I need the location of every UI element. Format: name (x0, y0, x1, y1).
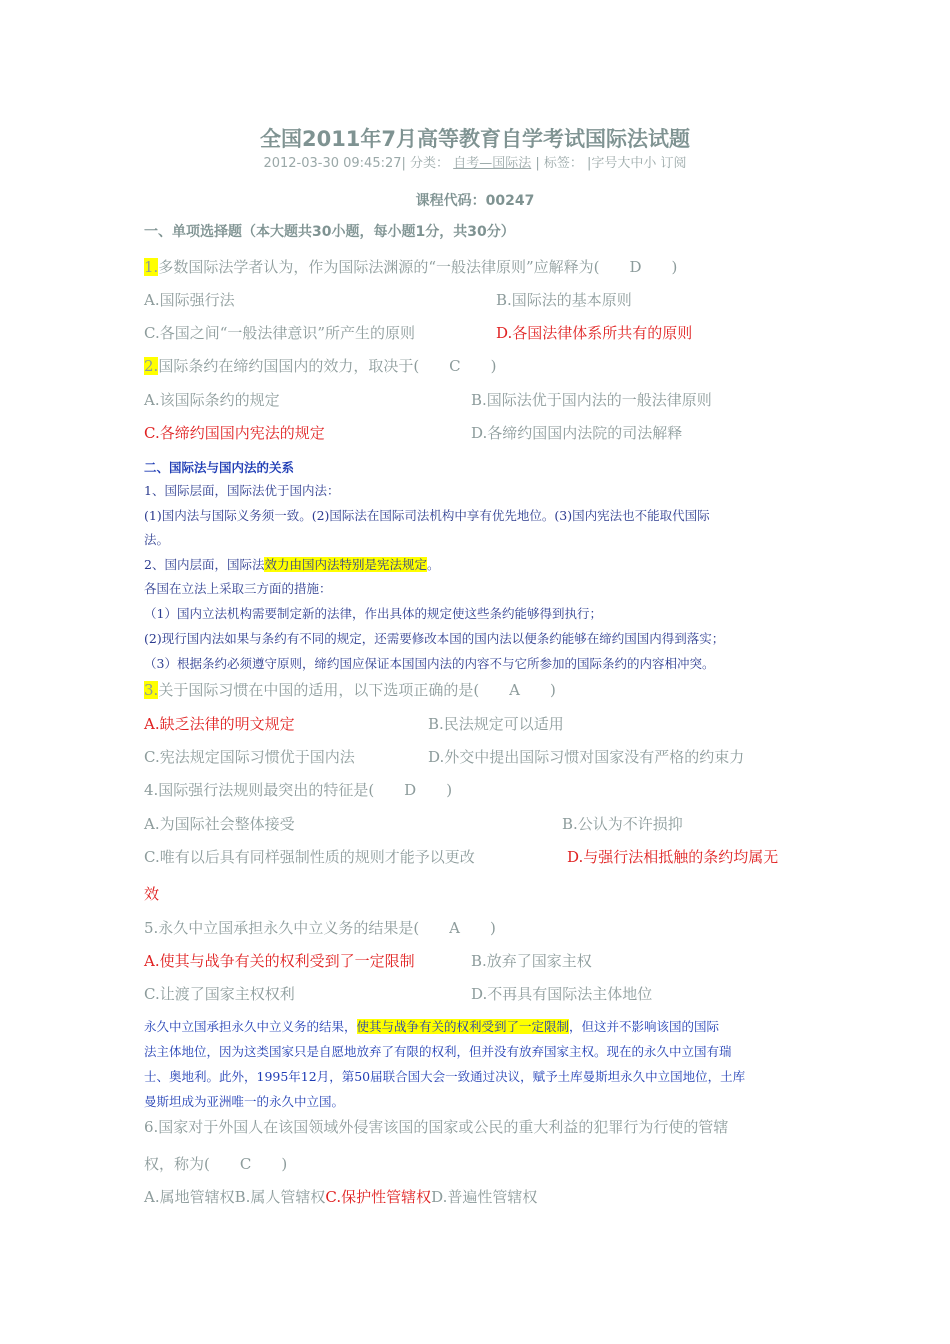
question-number: 2. (144, 357, 159, 375)
question-text: 国际条约在缔约国国内的效力，取决于( C ) (158, 357, 497, 375)
question-2 (144, 356, 497, 376)
option-b: B.国际法优于国内法的一般法律原则 (471, 391, 712, 409)
option-d: D.外交中提出国际习惯对国家没有严格的约束力 (428, 748, 745, 766)
question-6-cont: 权，称为( C ) (144, 1155, 288, 1173)
question-number: 1. (144, 258, 159, 276)
option-d-answer-cont: 效 (144, 885, 160, 903)
note-text: 2、国内层面，国际法 (144, 557, 265, 572)
option-b: B.民法规定可以适用 (428, 715, 564, 733)
post-meta (0, 152, 950, 171)
font-size-control[interactable]: |字号大中小 (587, 156, 657, 171)
course-code: 课程代码：00247 (415, 193, 535, 209)
highlighted-text: 效力由国内法特别是宪法规定 (264, 557, 427, 572)
question-6: 6.国家对于外国人在该国领域外侵害该国的国家或公民的重大利益的犯罪行为行使的管辖 (144, 1118, 729, 1136)
subscribe-link[interactable]: 订阅 (660, 156, 687, 171)
option-c: C.让渡了国家主权权利 (144, 985, 295, 1003)
option-d-answer: D.与强行法相抵触的条约均属无 (567, 848, 779, 866)
options-row (144, 1187, 537, 1207)
option-c: C.各国之间“一般法律意识”所产生的原则 (144, 324, 416, 342)
option-a: A.国际强行法 (144, 291, 235, 309)
option-b: B.属人管辖权 (234, 1188, 326, 1206)
section-heading: 一、单项选择题（本大题共30小题，每小题1分，共30分） (144, 224, 515, 240)
option-c: C.唯有以后具有同样强制性质的规则才能予以更改 (144, 848, 475, 866)
option-d: D.不再具有国际法主体地位 (471, 985, 653, 1003)
note-line: 士、奥地利。此外，1995年12月，第50届联合国大会一致通过决议，赋予土库曼斯坦永久中立国地位，土库 (144, 1069, 746, 1084)
note-text: 永久中立国承担永久中立义务的结果， (144, 1019, 357, 1034)
category-link[interactable]: 自考—国际法 (453, 156, 532, 171)
option-a: A.属地管辖权 (144, 1188, 235, 1206)
note-line: 法主体地位，因为这类国家只是自愿地放弃了有限的权利，但并没有放弃国家主权。现在的永久中立国有瑞 (144, 1044, 732, 1059)
question-number: 3. (144, 681, 159, 699)
option-a-answer: A.使其与战争有关的权利受到了一定限制 (144, 952, 415, 970)
option-b: B.国际法的基本原则 (496, 291, 632, 309)
option-a: A.该国际条约的规定 (144, 391, 280, 409)
option-a: A.为国际社会整体接受 (144, 815, 295, 833)
option-b: B.公认为不许损抑 (562, 815, 683, 833)
option-d: D.各缔约国国内法院的司法解释 (471, 424, 683, 442)
notes-heading: 二、国际法与国内法的关系 (144, 460, 295, 475)
question-1 (144, 257, 677, 277)
note-line: 1、国际层面，国际法优于国内法： (144, 483, 340, 498)
option-d: D.普遍性管辖权 (431, 1188, 538, 1206)
question-text: 关于国际习惯在中国的适用，以下选项正确的是( A ) (158, 681, 556, 699)
option-b: B.放弃了国家主权 (471, 952, 592, 970)
note-line: (2)现行国内法如果与条约有不同的规定，还需要修改本国的国内法以便条约能够在缔约国国内得到落实； (144, 631, 725, 646)
note-line: （1）国内立法机构需要制定新的法律，作出具体的规定使这些条约能够得到执行； (144, 606, 602, 621)
question-4: 4.国际强行法规则最突出的特征是( D ) (144, 781, 453, 799)
option-c-answer: C.保护性管辖权 (325, 1188, 432, 1206)
tags-label: | 标签： (535, 156, 583, 171)
question-3 (144, 680, 556, 700)
post-date: 2012-03-30 09:45:27| (263, 156, 406, 171)
option-c-answer: C.各缔约国国内宪法的规定 (144, 424, 325, 442)
option-a-answer: A.缺乏法律的明文规定 (144, 715, 295, 733)
question-text: 多数国际法学者认为，作为国际法渊源的“一般法律原则”应解释为( D ) (158, 258, 678, 276)
question-5: 5.永久中立国承担永久中立义务的结果是( A ) (144, 919, 496, 937)
option-d-answer: D.各国法律体系所共有的原则 (496, 324, 693, 342)
note-line: （3）根据条约必须遵守原则，缔约国应保证本国国内法的内容不与它所参加的国际条约的内容相冲突。 (144, 656, 715, 671)
note-line: 各国在立法上采取三方面的措施： (144, 581, 332, 596)
note-line (144, 1018, 719, 1036)
note-line: (1)国内法与国际义务须一致。(2)国际法在国际司法机构中享有优先地位。(3)国内宪法也不能取代国际 (144, 508, 710, 523)
note-line: 法。 (144, 532, 170, 547)
highlighted-text: 使其与战争有关的权利受到了一定限制 (356, 1019, 570, 1034)
note-text: ，但这并不影响该国的国际 (569, 1019, 720, 1034)
note-line (144, 556, 440, 574)
note-line: 曼斯坦成为亚洲唯一的永久中立国。 (144, 1094, 345, 1109)
option-c: C.宪法规定国际习惯优于国内法 (144, 748, 355, 766)
document-title: 全国2011年7月高等教育自学考试国际法试题 (259, 127, 691, 151)
category-label: 分类： (410, 156, 450, 171)
note-text: 。 (426, 557, 440, 572)
